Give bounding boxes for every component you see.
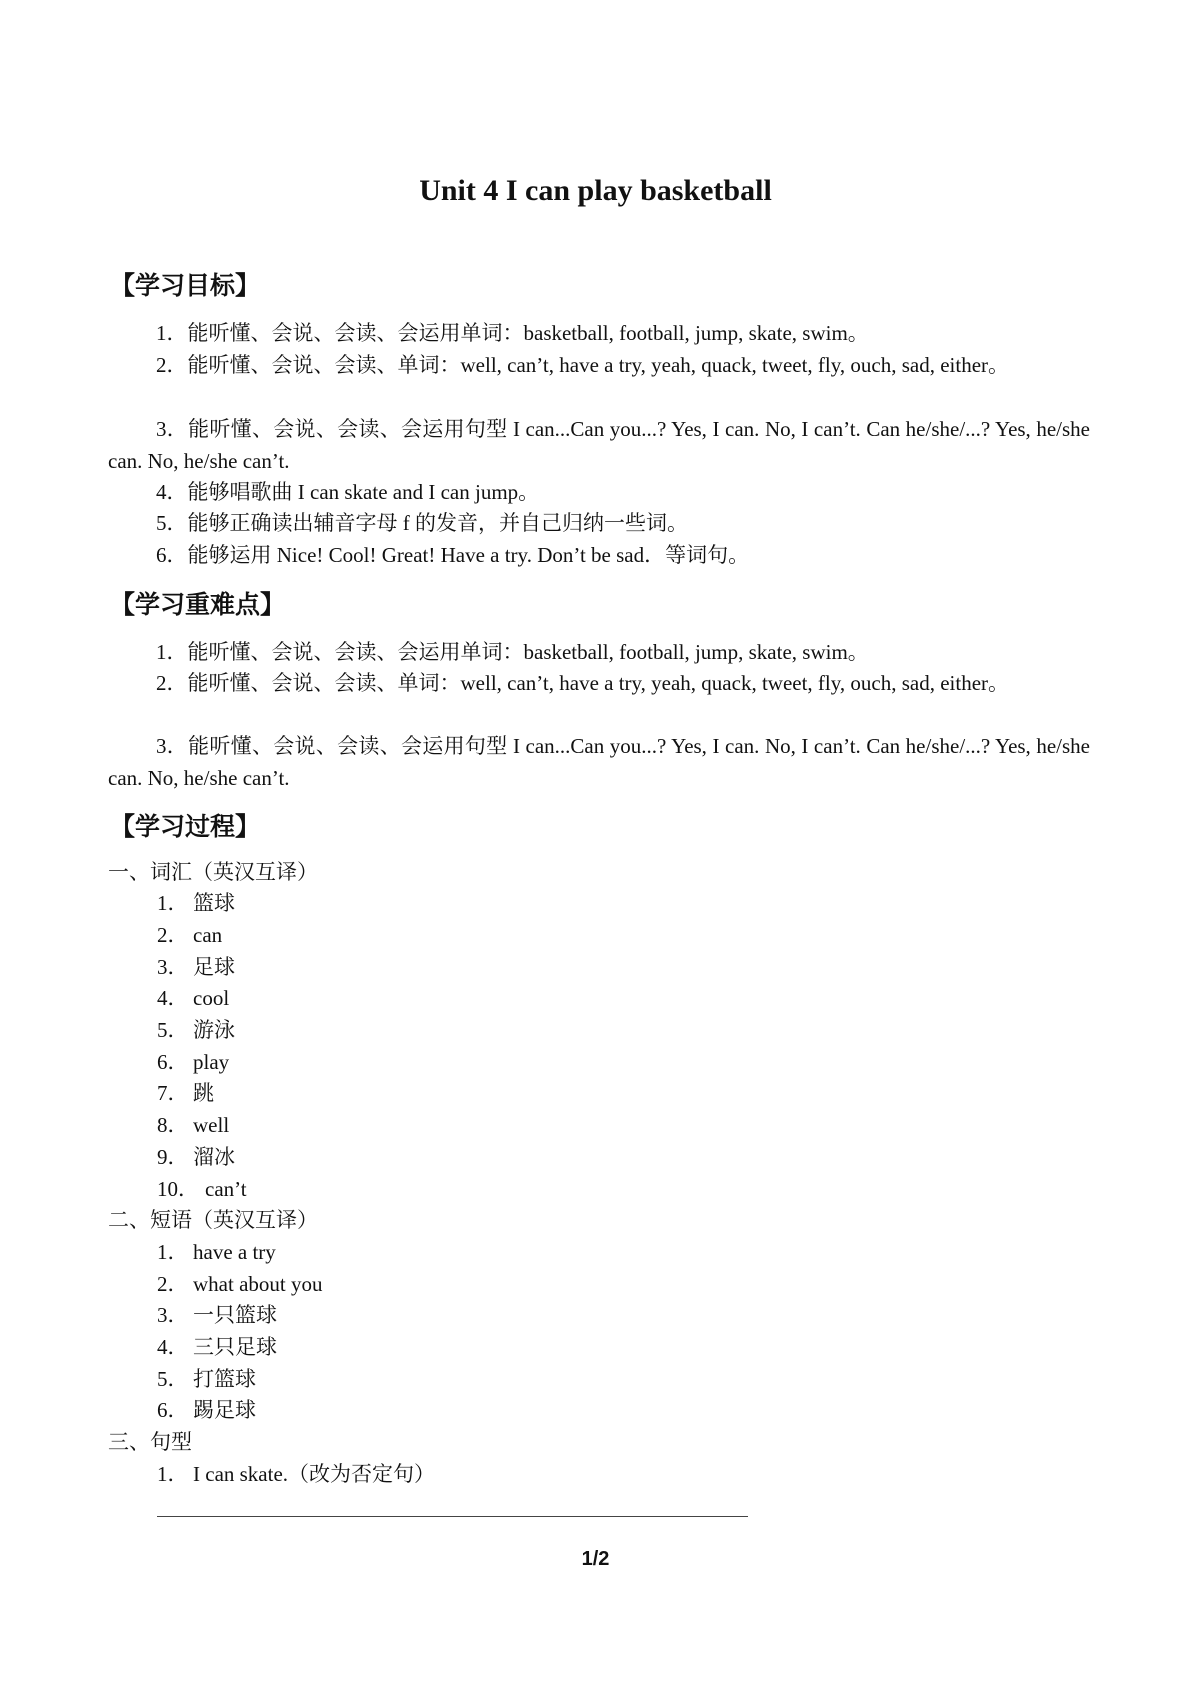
vocab-item	[157, 952, 235, 984]
item-number: 6．	[157, 1050, 189, 1074]
document-title: Unit 4 I can play basketball	[419, 174, 772, 207]
item-number: 10．	[157, 1177, 199, 1201]
sentence-item	[157, 1459, 435, 1491]
answer-blank-line[interactable]	[157, 1516, 748, 1517]
item-text: 足球	[193, 955, 235, 979]
phrases-heading: 二、短语（英汉互译）	[108, 1208, 318, 1232]
item-text: well	[193, 1113, 230, 1137]
item-number: 1．	[157, 891, 189, 915]
item-number: 3．	[157, 955, 189, 979]
objective-item-1: 1．能听懂、会说、会读、会运用单词：basketball, football, jump, skate, swim。	[156, 321, 869, 345]
item-text: 跳	[193, 1081, 214, 1105]
item-number: 3．	[157, 1303, 189, 1327]
item-text: what about you	[193, 1272, 323, 1296]
item-text: 篮球	[193, 891, 235, 915]
vocab-item	[157, 888, 235, 920]
item-text: cool	[193, 986, 230, 1010]
vocab-item	[157, 983, 229, 1015]
item-number: 4．	[157, 986, 189, 1010]
phrase-item	[157, 1237, 276, 1269]
item-number: 2．	[157, 923, 189, 947]
vocab-item	[157, 1110, 229, 1142]
vocab-item	[157, 1078, 214, 1110]
phrase-item	[157, 1364, 256, 1396]
item-text: 溜冰	[193, 1145, 235, 1169]
item-number: 9．	[157, 1145, 189, 1169]
vocab-item	[157, 1174, 247, 1206]
item-number: 5．	[157, 1367, 189, 1391]
key-point-item-1: 1．能听懂、会说、会读、会运用单词：basketball, football, jump, skate, swim。	[156, 640, 869, 664]
sentences-heading: 三、句型	[108, 1430, 192, 1454]
section-heading-key-points: 【学习重难点】	[110, 590, 286, 619]
item-number: 5．	[157, 1018, 189, 1042]
objective-item-3: 3．能听懂、会说、会读、会运用句型 I can...Can you...? Yes, I can. No, I can’t. Can he/she/...? Yes, he/she can. No, he/she can’t.	[108, 417, 1090, 473]
objective-item-5: 5．能够正确读出辅音字母 f 的发音，并自己归纳一些词。	[156, 511, 688, 535]
vocab-item	[157, 1142, 235, 1174]
key-point-item-2: 2．能听懂、会说、会读、单词：well, can’t, have a try, yeah, quack, tweet, fly, ouch, sad, either。	[156, 671, 1010, 695]
item-text: play	[193, 1050, 230, 1074]
item-number: 1．	[157, 1462, 189, 1486]
phrase-item	[157, 1395, 256, 1427]
vocab-item	[157, 1047, 229, 1079]
item-text: 三只足球	[193, 1335, 277, 1359]
item-number: 1．	[157, 1240, 189, 1264]
section-heading-objectives: 【学习目标】	[110, 271, 261, 300]
item-number: 4．	[157, 1335, 189, 1359]
objective-item-4: 4．能够唱歌曲 I can skate and I can jump。	[156, 480, 540, 504]
objective-item-6: 6．能够运用 Nice! Cool! Great! Have a try. Don’t be sad．等词句。	[156, 543, 750, 567]
item-text: I can skate.（改为否定句）	[193, 1462, 436, 1486]
item-number: 2．	[157, 1272, 189, 1296]
item-text: can	[193, 923, 223, 947]
item-text: 一只篮球	[193, 1303, 277, 1327]
page-number: 1/2	[581, 1548, 610, 1570]
item-text: can’t	[205, 1177, 247, 1201]
phrase-item	[157, 1300, 277, 1332]
item-number: 8．	[157, 1113, 189, 1137]
item-text: have a try	[193, 1240, 276, 1264]
item-text: 打篮球	[193, 1367, 256, 1391]
vocabulary-heading: 一、词汇（英汉互译）	[108, 860, 318, 884]
vocab-item	[157, 920, 222, 952]
phrase-item	[157, 1269, 322, 1301]
item-number: 7．	[157, 1081, 189, 1105]
item-text: 游泳	[193, 1018, 235, 1042]
section-heading-process: 【学习过程】	[110, 812, 261, 841]
item-number: 6．	[157, 1398, 189, 1422]
objective-item-2: 2．能听懂、会说、会读、单词：well, can’t, have a try, yeah, quack, tweet, fly, ouch, sad, either。	[156, 353, 1010, 377]
key-point-item-3: 3．能听懂、会说、会读、会运用句型 I can...Can you...? Yes, I can. No, I can’t. Can he/she/...? Yes, he/she can. No, he/she can’t.	[108, 734, 1090, 790]
item-text: 踢足球	[193, 1398, 256, 1422]
phrase-item	[157, 1332, 277, 1364]
vocab-item	[157, 1015, 235, 1047]
